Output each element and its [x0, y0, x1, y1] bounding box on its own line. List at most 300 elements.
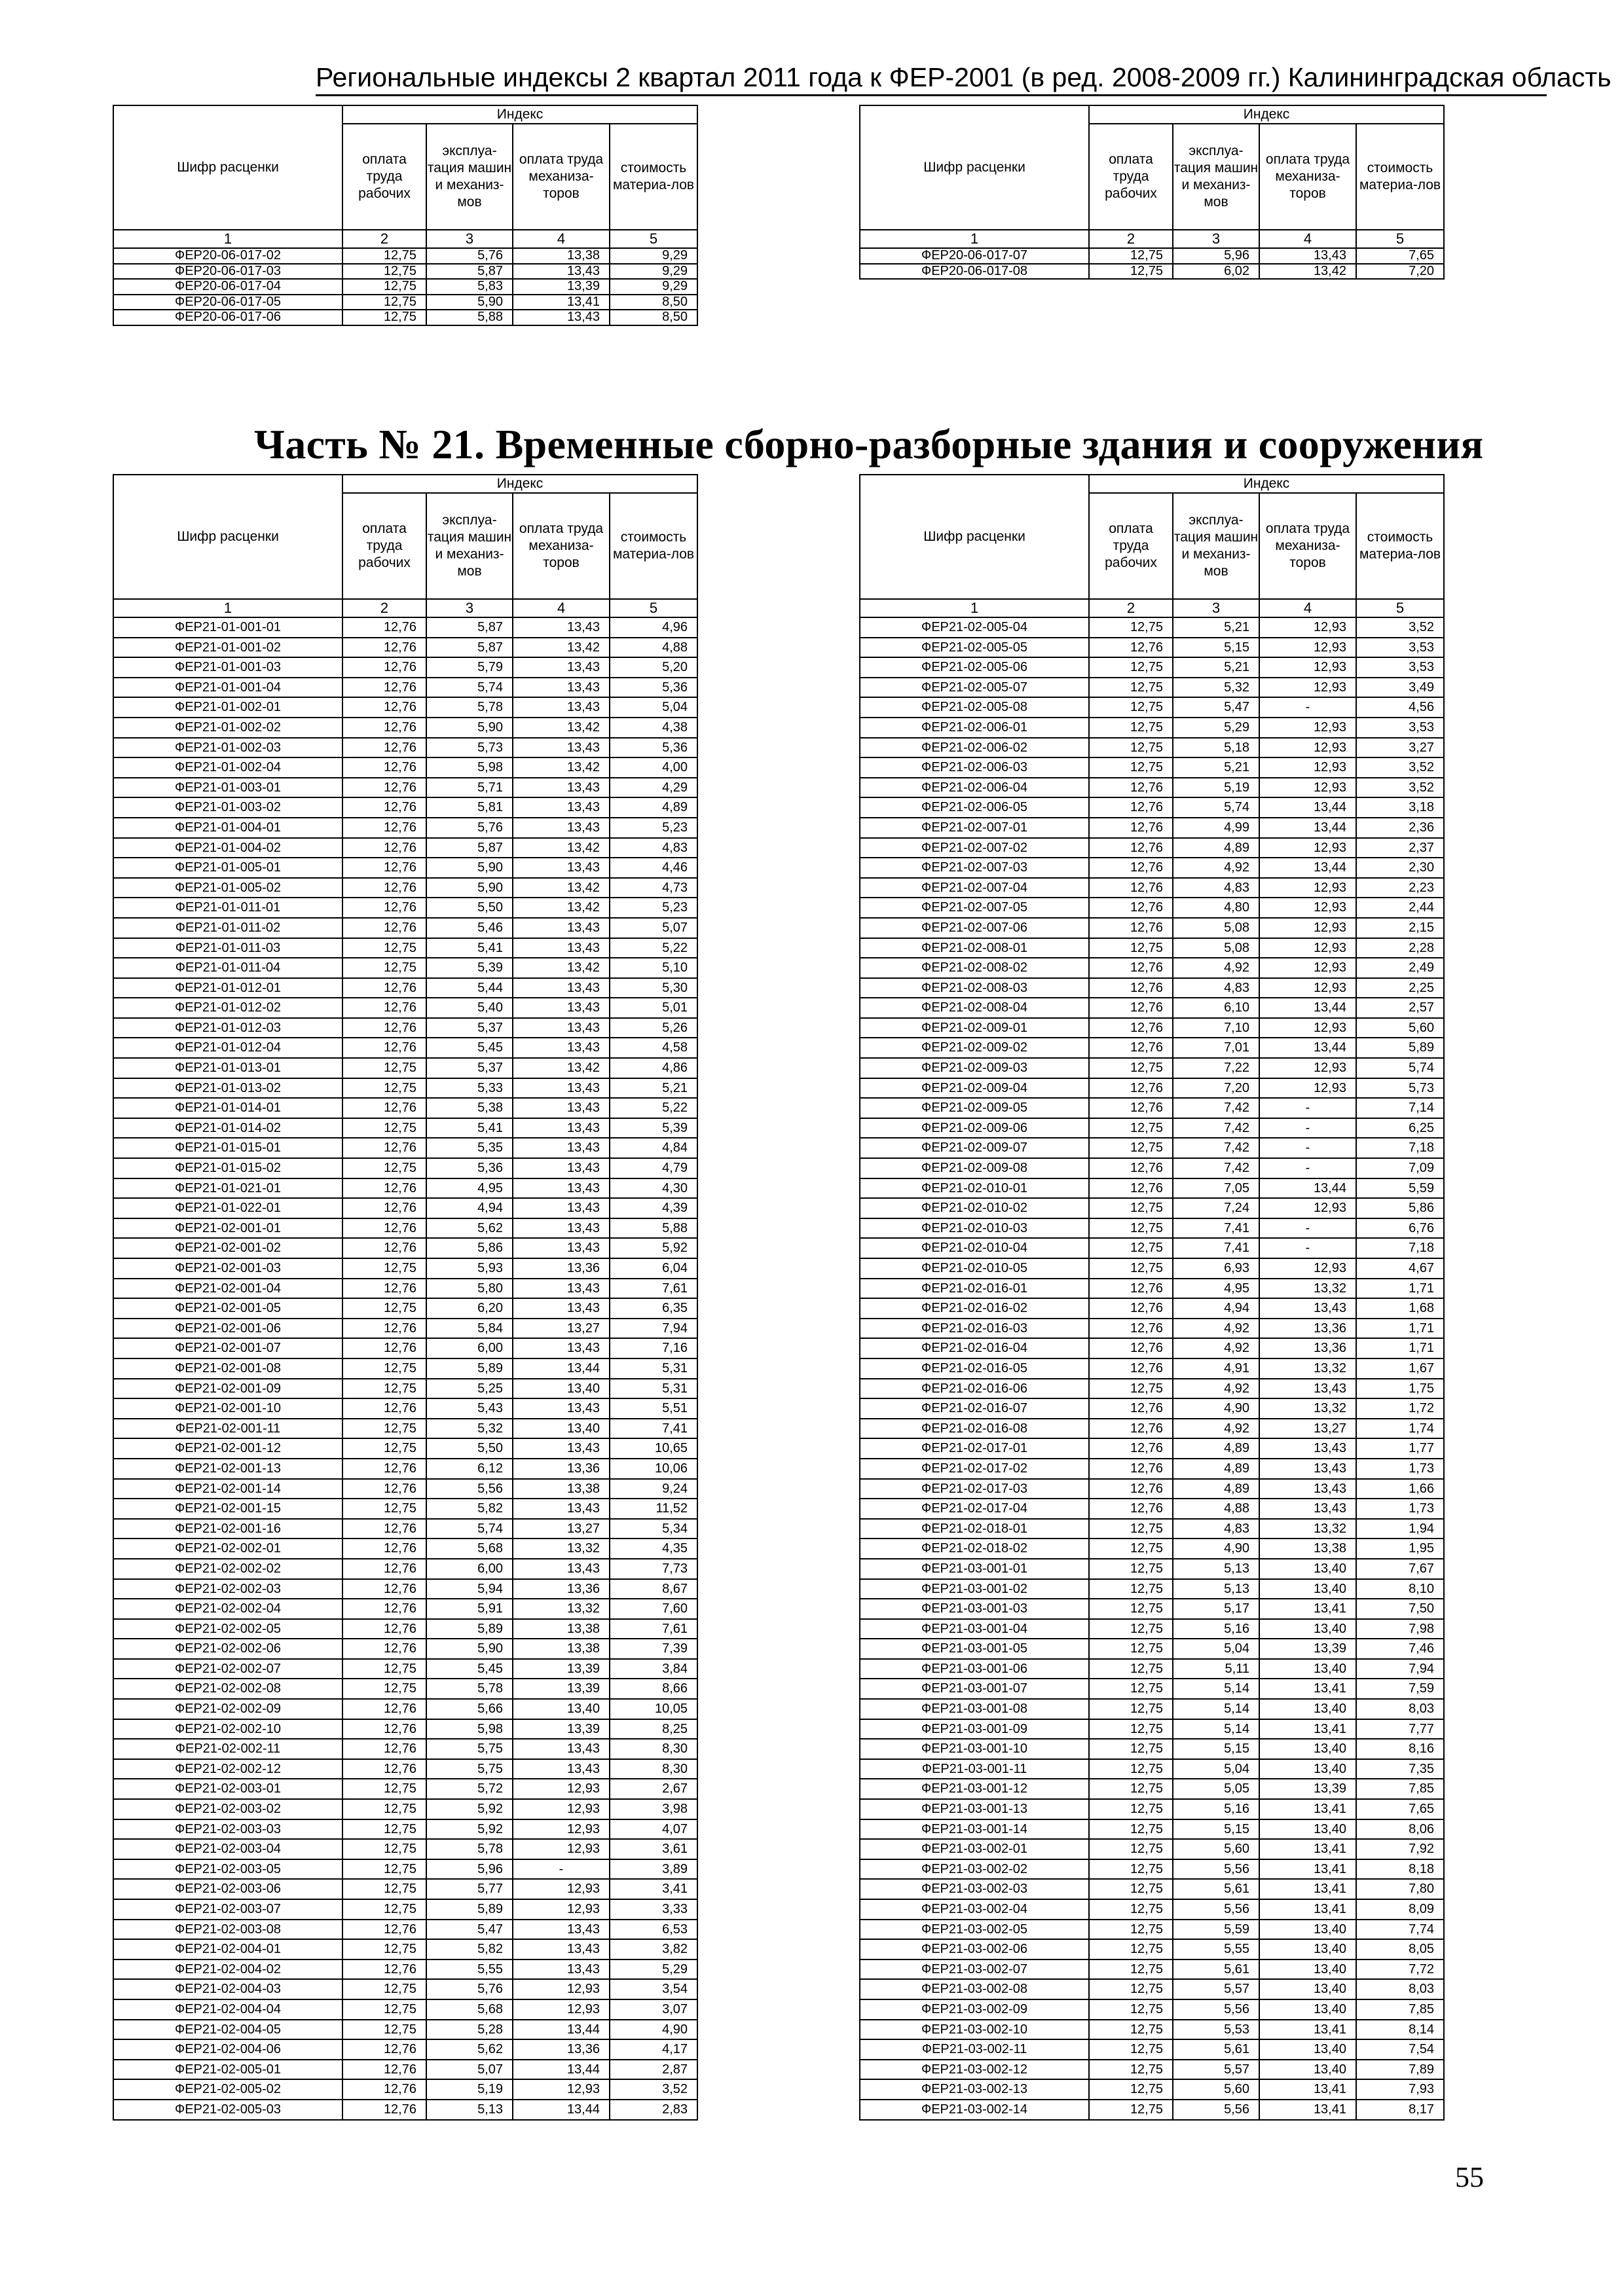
rate-code-cell: ФЕР21-01-001-02: [113, 638, 342, 658]
rate-code-cell: ФЕР20-06-017-06: [113, 310, 342, 325]
column-number: 4: [513, 230, 610, 248]
table-row: [113, 1859, 697, 1880]
labor-index-cell: 12,76: [1089, 858, 1173, 878]
labor-index-cell: 12,76: [342, 1238, 426, 1258]
table-row: [113, 958, 697, 978]
rate-code-cell: ФЕР21-02-002-09: [113, 1699, 342, 1719]
table-row: [113, 2039, 697, 2060]
machines-index-cell: 5,56: [1173, 2100, 1259, 2120]
table-row: [860, 1198, 1444, 1218]
rate-code-cell: ФЕР21-02-001-11: [113, 1419, 342, 1439]
operators-index-cell: 13,43: [513, 1158, 610, 1178]
materials-index-cell: 1,75: [1356, 1379, 1444, 1399]
materials-index-cell: 8,66: [610, 1679, 697, 1699]
labor-index-cell: 12,75: [342, 1979, 426, 1999]
machines-index-cell: 4,89: [1173, 838, 1259, 858]
materials-index-cell: 8,17: [1356, 2100, 1444, 2120]
materials-index-cell: 6,25: [1356, 1118, 1444, 1139]
labor-index-cell: 12,75: [1089, 1519, 1173, 1539]
rate-code-cell: ФЕР21-02-003-05: [113, 1859, 342, 1880]
rate-code-cell: ФЕР20-06-017-08: [860, 264, 1089, 280]
rate-code-cell: ФЕР21-03-002-13: [860, 2079, 1089, 2100]
table-row: [113, 1058, 697, 1078]
rate-code-cell: ФЕР21-02-009-02: [860, 1038, 1089, 1058]
operators-index-cell: 13,42: [513, 757, 610, 778]
rate-code-cell: ФЕР21-02-002-08: [113, 1679, 342, 1699]
machines-index-cell: 5,32: [426, 1419, 513, 1439]
labor-index-cell: 12,76: [1089, 918, 1173, 938]
table-row: [860, 978, 1444, 998]
machines-index-cell: 5,68: [426, 1999, 513, 2020]
materials-index-cell: 8,05: [1356, 1939, 1444, 1959]
machines-index-cell: 5,14: [1173, 1699, 1259, 1719]
operators-index-cell: 13,44: [1259, 1178, 1356, 1199]
machines-index-cell: 6,02: [1173, 264, 1259, 280]
materials-index-cell: 1,68: [1356, 1298, 1444, 1319]
table-row: [113, 1579, 697, 1599]
machines-index-cell: 5,57: [1173, 2060, 1259, 2080]
machines-index-cell: 7,01: [1173, 1038, 1259, 1058]
table-row: [860, 898, 1444, 918]
labor-index-cell: 12,76: [1089, 1398, 1173, 1419]
machines-index-cell: 6,93: [1173, 1258, 1259, 1279]
materials-index-cell: 5,10: [610, 958, 697, 978]
table-row: [860, 1379, 1444, 1399]
materials-index-cell: 1,74: [1356, 1419, 1444, 1439]
rate-code-cell: ФЕР21-02-002-04: [113, 1599, 342, 1619]
operators-index-cell: -: [1259, 1238, 1356, 1258]
rate-code-cell: ФЕР21-01-011-02: [113, 918, 342, 938]
table-row: [113, 1979, 697, 1999]
operators-index-cell: 13,38: [1259, 1539, 1356, 1559]
rate-code-cell: ФЕР21-02-001-04: [113, 1279, 342, 1299]
column-number: 2: [1089, 599, 1173, 617]
materials-index-cell: 8,18: [1356, 1859, 1444, 1880]
table-row: [860, 1358, 1444, 1379]
table-row: [860, 2020, 1444, 2040]
table-row: [860, 1659, 1444, 1679]
rate-code-cell: ФЕР21-02-001-08: [113, 1358, 342, 1379]
operators-index-cell: 12,93: [1259, 657, 1356, 678]
table-row: [113, 1619, 697, 1639]
labor-index-cell: 12,75: [1089, 1959, 1173, 1980]
operators-index-cell: 12,93: [513, 1979, 610, 1999]
machines-index-cell: 5,14: [1173, 1679, 1259, 1699]
rate-code-cell: ФЕР21-03-002-05: [860, 1920, 1089, 1940]
materials-index-cell: 3,07: [610, 1999, 697, 2020]
materials-index-cell: 5,31: [610, 1379, 697, 1399]
table-row: [860, 1539, 1444, 1559]
materials-index-cell: 7,54: [1356, 2039, 1444, 2060]
table-row: [860, 1819, 1444, 1840]
labor-index-cell: 12,76: [1089, 1459, 1173, 1479]
table-row: [113, 1178, 697, 1199]
materials-index-cell: 7,18: [1356, 1138, 1444, 1158]
machines-index-cell: 5,90: [426, 878, 513, 898]
materials-index-cell: 11,52: [610, 1499, 697, 1519]
table-row: [113, 1839, 697, 1859]
labor-index-cell: 12,75: [1089, 248, 1173, 264]
operators-index-cell: 13,32: [513, 1539, 610, 1559]
labor-index-cell: 12,75: [1089, 1839, 1173, 1859]
materials-index-cell: 8,03: [1356, 1699, 1444, 1719]
table-row: [113, 858, 697, 878]
operators-index-cell: 13,43: [513, 264, 610, 280]
materials-index-cell: 5,30: [610, 978, 697, 998]
operators-index-cell: 13,40: [1259, 2039, 1356, 2060]
table-row: [860, 1479, 1444, 1499]
operators-index-cell: 12,93: [513, 1899, 610, 1920]
labor-index-cell: 12,75: [1089, 1859, 1173, 1880]
machines-index-cell: 5,84: [426, 1319, 513, 1339]
operators-index-cell: 13,43: [513, 1118, 610, 1139]
labor-index-cell: 12,75: [1089, 1819, 1173, 1840]
materials-index-cell: 7,93: [1356, 2079, 1444, 2100]
materials-index-cell: 1,71: [1356, 1279, 1444, 1299]
labor-index-cell: 12,75: [342, 279, 426, 295]
materials-index-cell: 5,21: [610, 1078, 697, 1099]
index-table-main-left: [113, 474, 698, 2121]
rate-code-cell: ФЕР21-03-002-11: [860, 2039, 1089, 2060]
labor-index-cell: 12,75: [1089, 2079, 1173, 2100]
rate-code-cell: ФЕР21-02-016-06: [860, 1379, 1089, 1399]
operators-index-cell: 13,39: [513, 1719, 610, 1740]
machines-index-cell: 5,72: [426, 1779, 513, 1799]
labor-index-cell: 12,75: [1089, 1899, 1173, 1920]
machines-index-cell: 4,83: [1173, 878, 1259, 898]
labor-index-cell: 12,75: [1089, 757, 1173, 778]
rate-code-cell: ФЕР21-02-001-05: [113, 1298, 342, 1319]
labor-index-cell: 12,75: [1089, 2020, 1173, 2040]
rate-code-cell: ФЕР21-02-001-13: [113, 1459, 342, 1479]
machines-index-cell: 5,87: [426, 264, 513, 280]
operators-index-cell: 13,43: [513, 1298, 610, 1319]
rate-code-cell: ФЕР21-01-005-02: [113, 878, 342, 898]
materials-index-cell: 7,14: [1356, 1098, 1444, 1118]
materials-index-cell: 3,53: [1356, 718, 1444, 738]
machines-index-cell: 5,39: [426, 958, 513, 978]
rate-code-cell: ФЕР21-02-009-04: [860, 1078, 1089, 1099]
operators-index-cell: 12,93: [1259, 898, 1356, 918]
machines-index-cell: 5,74: [426, 1519, 513, 1539]
column-header-operators: оплата труда механиза-торов: [1259, 493, 1356, 599]
rate-code-cell: ФЕР21-02-004-03: [113, 1979, 342, 1999]
operators-index-cell: 12,93: [1259, 718, 1356, 738]
rate-code-cell: ФЕР21-02-017-02: [860, 1459, 1089, 1479]
rate-code-cell: ФЕР21-02-009-08: [860, 1158, 1089, 1178]
materials-index-cell: 3,27: [1356, 738, 1444, 758]
operators-index-cell: 13,40: [1259, 1959, 1356, 1980]
labor-index-cell: 12,76: [342, 617, 426, 638]
operators-index-cell: 13,36: [1259, 1319, 1356, 1339]
materials-index-cell: 1,77: [1356, 1438, 1444, 1459]
machines-index-cell: 5,29: [1173, 718, 1259, 738]
table-row: [860, 778, 1444, 798]
rate-code-cell: ФЕР21-01-013-01: [113, 1058, 342, 1078]
operators-index-cell: 13,27: [513, 1519, 610, 1539]
labor-index-cell: 12,76: [1089, 1319, 1173, 1339]
table-row: [860, 738, 1444, 758]
materials-index-cell: 5,04: [610, 697, 697, 718]
rate-code-cell: ФЕР21-01-001-03: [113, 657, 342, 678]
machines-index-cell: 5,75: [426, 1759, 513, 1779]
operators-index-cell: 13,40: [1259, 1819, 1356, 1840]
rate-code-cell: ФЕР21-01-014-01: [113, 1098, 342, 1118]
machines-index-cell: 5,55: [426, 1959, 513, 1980]
operators-index-cell: 13,41: [1259, 1859, 1356, 1880]
table-row: [113, 818, 697, 838]
materials-index-cell: 3,41: [610, 1879, 697, 1899]
column-header-shifr: Шифр расценки: [860, 475, 1089, 599]
labor-index-cell: 12,76: [1089, 1098, 1173, 1118]
column-header-materials: стоимость материа-лов: [610, 124, 697, 230]
rate-code-cell: ФЕР21-03-001-07: [860, 1679, 1089, 1699]
column-header-operators: оплата труда механиза-торов: [513, 493, 610, 599]
machines-index-cell: 5,56: [1173, 1999, 1259, 2020]
materials-index-cell: 9,29: [610, 264, 697, 280]
materials-index-cell: 4,07: [610, 1819, 697, 1840]
machines-index-cell: 5,90: [426, 858, 513, 878]
rate-code-cell: ФЕР21-02-002-03: [113, 1579, 342, 1599]
materials-index-cell: 3,61: [610, 1839, 697, 1859]
page-number: 55: [1455, 2161, 1484, 2193]
table-row: [113, 1138, 697, 1158]
operators-index-cell: 13,43: [513, 1338, 610, 1358]
materials-index-cell: 4,30: [610, 1178, 697, 1199]
labor-index-cell: 12,75: [1089, 1979, 1173, 1999]
operators-index-cell: 13,40: [513, 1419, 610, 1439]
materials-index-cell: 3,49: [1356, 678, 1444, 698]
rate-code-cell: ФЕР21-03-002-09: [860, 1999, 1089, 2020]
labor-index-cell: 12,76: [342, 998, 426, 1018]
materials-index-cell: 5,07: [610, 918, 697, 938]
materials-index-cell: 2,36: [1356, 818, 1444, 838]
labor-index-cell: 12,75: [1089, 1939, 1173, 1959]
labor-index-cell: 12,75: [342, 1358, 426, 1379]
operators-index-cell: 13,41: [1259, 2100, 1356, 2120]
rate-code-cell: ФЕР21-02-008-03: [860, 978, 1089, 998]
materials-index-cell: 4,56: [1356, 697, 1444, 718]
rate-code-cell: ФЕР21-02-009-01: [860, 1018, 1089, 1038]
labor-index-cell: 12,75: [1089, 1799, 1173, 1819]
materials-index-cell: 7,61: [610, 1279, 697, 1299]
machines-index-cell: 5,15: [1173, 638, 1259, 658]
operators-index-cell: 13,41: [1259, 2020, 1356, 2040]
machines-index-cell: 5,88: [426, 310, 513, 325]
machines-index-cell: 6,00: [426, 1559, 513, 1579]
operators-index-cell: 12,93: [1259, 938, 1356, 958]
table-row: [860, 1839, 1444, 1859]
materials-index-cell: 5,26: [610, 1018, 697, 1038]
column-header-materials: стоимость материа-лов: [1356, 124, 1444, 230]
operators-index-cell: 13,43: [1259, 1459, 1356, 1479]
labor-index-cell: 12,76: [1089, 778, 1173, 798]
machines-index-cell: 4,91: [1173, 1358, 1259, 1379]
labor-index-cell: 12,75: [342, 1058, 426, 1078]
operators-index-cell: 13,40: [1259, 2060, 1356, 2080]
table-row: [860, 264, 1444, 280]
operators-index-cell: 13,39: [513, 1679, 610, 1699]
table-row: [860, 858, 1444, 878]
operators-index-cell: 13,43: [513, 310, 610, 325]
rate-code-cell: ФЕР21-01-002-01: [113, 697, 342, 718]
table-row: [860, 248, 1444, 264]
column-number: 1: [860, 599, 1089, 617]
materials-index-cell: 7,77: [1356, 1719, 1444, 1740]
materials-index-cell: 4,83: [610, 838, 697, 858]
column-number: 5: [1356, 599, 1444, 617]
labor-index-cell: 12,76: [342, 1739, 426, 1759]
table-row: [113, 1519, 697, 1539]
machines-index-cell: 5,61: [1173, 2039, 1259, 2060]
materials-index-cell: 4,73: [610, 878, 697, 898]
materials-index-cell: 5,88: [610, 1218, 697, 1239]
rate-code-cell: ФЕР21-02-002-12: [113, 1759, 342, 1779]
materials-index-cell: 3,18: [1356, 797, 1444, 818]
operators-index-cell: 13,38: [513, 1479, 610, 1499]
operators-index-cell: 13,44: [1259, 998, 1356, 1018]
machines-index-cell: 5,45: [426, 1659, 513, 1679]
materials-index-cell: 4,00: [610, 757, 697, 778]
materials-index-cell: 7,59: [1356, 1679, 1444, 1699]
operators-index-cell: 13,43: [513, 1198, 610, 1218]
table-row: [860, 697, 1444, 718]
table-row: [860, 938, 1444, 958]
labor-index-cell: 12,76: [1089, 1419, 1173, 1439]
materials-index-cell: 7,67: [1356, 1559, 1444, 1579]
labor-index-cell: 12,75: [1089, 738, 1173, 758]
machines-index-cell: 4,88: [1173, 1499, 1259, 1519]
materials-index-cell: 5,74: [1356, 1058, 1444, 1078]
rate-code-cell: ФЕР21-01-002-02: [113, 718, 342, 738]
materials-index-cell: 7,94: [1356, 1659, 1444, 1679]
table-row: [860, 617, 1444, 638]
machines-index-cell: 5,17: [1173, 1599, 1259, 1619]
machines-index-cell: 5,38: [426, 1098, 513, 1118]
materials-index-cell: 8,06: [1356, 1819, 1444, 1840]
machines-index-cell: 5,50: [426, 898, 513, 918]
machines-index-cell: 5,56: [1173, 1899, 1259, 1920]
labor-index-cell: 12,76: [342, 1018, 426, 1038]
labor-index-cell: 12,76: [1089, 1338, 1173, 1358]
labor-index-cell: 12,76: [1089, 1279, 1173, 1299]
labor-index-cell: 12,76: [1089, 818, 1173, 838]
labor-index-cell: 12,76: [342, 1138, 426, 1158]
column-header-materials: стоимость материа-лов: [1356, 493, 1444, 599]
machines-index-cell: 5,60: [1173, 1839, 1259, 1859]
materials-index-cell: 5,51: [610, 1398, 697, 1419]
rate-code-cell: ФЕР21-02-004-05: [113, 2020, 342, 2040]
table-row: [113, 1018, 697, 1038]
labor-index-cell: 12,76: [1089, 998, 1173, 1018]
operators-index-cell: 13,43: [513, 1739, 610, 1759]
machines-index-cell: 5,18: [1173, 738, 1259, 758]
table-row: [860, 1419, 1444, 1439]
operators-index-cell: 12,93: [513, 1999, 610, 2020]
labor-index-cell: 12,75: [342, 1659, 426, 1679]
table-row: [860, 718, 1444, 738]
rate-code-cell: ФЕР21-01-002-04: [113, 757, 342, 778]
table-row: [113, 838, 697, 858]
labor-index-cell: 12,76: [342, 1619, 426, 1639]
labor-index-cell: 12,75: [342, 938, 426, 958]
labor-index-cell: 12,75: [342, 1379, 426, 1399]
rate-code-cell: ФЕР21-02-004-01: [113, 1939, 342, 1959]
machines-index-cell: 5,77: [426, 1879, 513, 1899]
materials-index-cell: 2,23: [1356, 878, 1444, 898]
machines-index-cell: 5,44: [426, 978, 513, 998]
materials-index-cell: 3,53: [1356, 657, 1444, 678]
rate-code-cell: ФЕР21-02-006-03: [860, 757, 1089, 778]
labor-index-cell: 12,75: [342, 1298, 426, 1319]
machines-index-cell: 6,20: [426, 1298, 513, 1319]
labor-index-cell: 12,75: [1089, 1218, 1173, 1239]
operators-index-cell: -: [1259, 1098, 1356, 1118]
table-row: [860, 1018, 1444, 1038]
labor-index-cell: 12,76: [342, 657, 426, 678]
labor-index-cell: 12,76: [342, 1639, 426, 1659]
labor-index-cell: 12,76: [1089, 898, 1173, 918]
operators-index-cell: 13,42: [513, 638, 610, 658]
operators-index-cell: 13,44: [513, 2020, 610, 2040]
materials-index-cell: 5,23: [610, 898, 697, 918]
machines-index-cell: 5,56: [426, 1479, 513, 1499]
materials-index-cell: 4,39: [610, 1198, 697, 1218]
table-row: [860, 1599, 1444, 1619]
index-table-main-right: [859, 474, 1445, 2121]
rate-code-cell: ФЕР21-03-001-09: [860, 1719, 1089, 1740]
rate-code-cell: ФЕР21-02-003-03: [113, 1819, 342, 1840]
materials-index-cell: 7,16: [610, 1338, 697, 1358]
machines-index-cell: 4,90: [1173, 1398, 1259, 1419]
table-row: [860, 838, 1444, 858]
labor-index-cell: 12,76: [1089, 1178, 1173, 1199]
table-row: [860, 1799, 1444, 1819]
rate-code-cell: ФЕР21-02-017-04: [860, 1499, 1089, 1519]
operators-index-cell: 12,93: [513, 1799, 610, 1819]
materials-index-cell: 7,73: [610, 1559, 697, 1579]
operators-index-cell: 13,41: [1259, 1839, 1356, 1859]
table-row: [860, 1038, 1444, 1058]
materials-index-cell: 5,31: [610, 1358, 697, 1379]
column-header-shifr: Шифр расценки: [113, 475, 342, 599]
machines-index-cell: 4,83: [1173, 1519, 1259, 1539]
labor-index-cell: 12,75: [1089, 1879, 1173, 1899]
rate-code-cell: ФЕР21-02-007-06: [860, 918, 1089, 938]
labor-index-cell: 12,75: [1089, 2100, 1173, 2120]
machines-index-cell: 5,91: [426, 1599, 513, 1619]
labor-index-cell: 12,76: [342, 738, 426, 758]
table-row: [113, 678, 697, 698]
machines-index-cell: 7,42: [1173, 1118, 1259, 1139]
materials-index-cell: 2,44: [1356, 898, 1444, 918]
labor-index-cell: 12,76: [342, 878, 426, 898]
operators-index-cell: 13,43: [513, 1238, 610, 1258]
table-row: [860, 1519, 1444, 1539]
operators-index-cell: 13,41: [513, 295, 610, 310]
rate-code-cell: ФЕР21-01-022-01: [113, 1198, 342, 1218]
materials-index-cell: 7,65: [1356, 1799, 1444, 1819]
operators-index-cell: 13,43: [513, 918, 610, 938]
rate-code-cell: ФЕР21-02-002-02: [113, 1559, 342, 1579]
labor-index-cell: 12,75: [342, 1158, 426, 1178]
machines-index-cell: 5,16: [1173, 1799, 1259, 1819]
operators-index-cell: 13,44: [513, 2100, 610, 2120]
rate-code-cell: ФЕР21-01-001-01: [113, 617, 342, 638]
machines-index-cell: 5,90: [426, 1639, 513, 1659]
materials-index-cell: 4,89: [610, 797, 697, 818]
labor-index-cell: 12,76: [1089, 1499, 1173, 1519]
